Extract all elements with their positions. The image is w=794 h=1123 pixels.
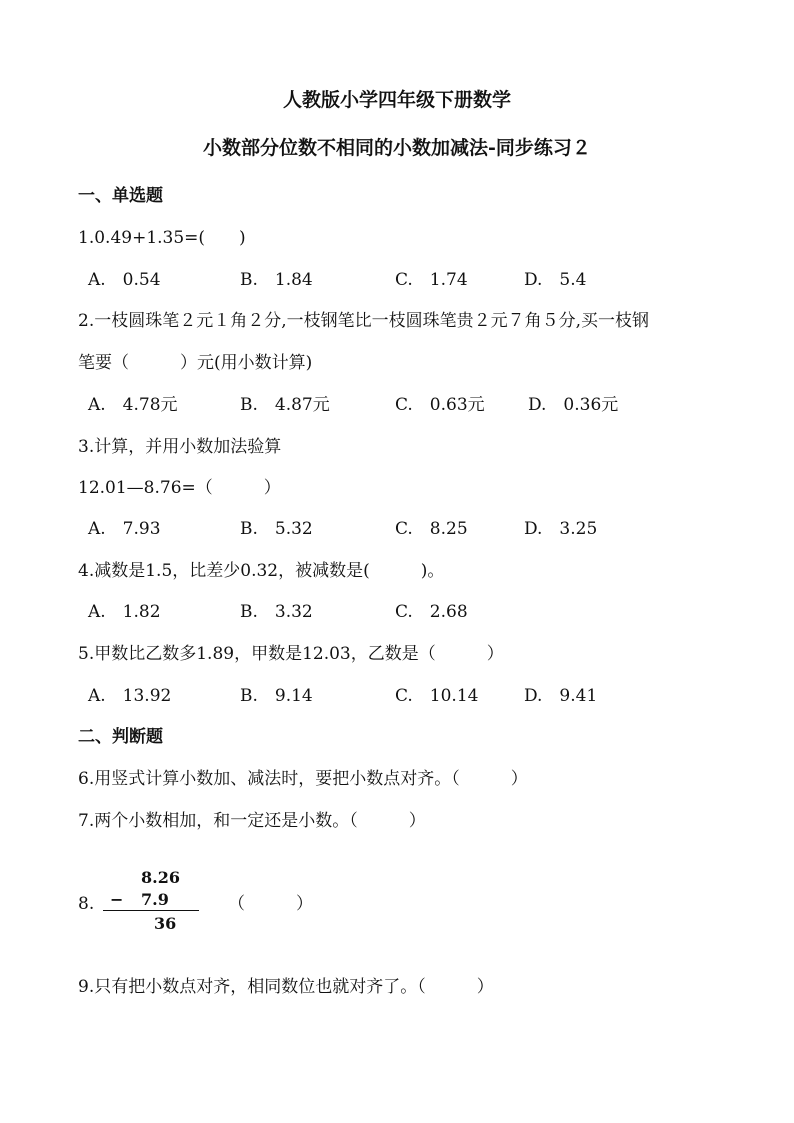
question-3-stem-line-2: 12.01—8.76=（ ）	[78, 478, 281, 498]
question-3-option-b: B. 5.32	[240, 519, 313, 539]
question-4-option-c: C. 2.68	[395, 602, 468, 622]
question-3-option-c: C. 8.25	[395, 519, 468, 539]
section-heading-judge: 二、判断题	[78, 727, 163, 747]
question-8-number: 8.	[78, 894, 95, 914]
question-8-minus-sign: −	[110, 890, 124, 909]
question-8-subtrahend: 7.9	[141, 890, 169, 909]
question-3-stem-line-1: 3.计算，并用小数加法验算	[78, 437, 282, 457]
question-8-answer-blank: （ ）	[228, 894, 313, 914]
question-5-option-b: B. 9.14	[240, 686, 313, 706]
question-1-stem: 1.0.49+1.35=( )	[78, 228, 246, 248]
section-heading-single-choice: 一、单选题	[78, 186, 163, 206]
question-7-stem: 7.两个小数相加，和一定还是小数。（ ）	[78, 811, 426, 831]
question-1-option-c: C. 1.74	[395, 270, 468, 290]
question-4-stem: 4.减数是1.5，比差少0.32，被减数是( )。	[78, 561, 445, 581]
question-1-option-d: D. 5.4	[524, 270, 587, 290]
question-5-option-c: C. 10.14	[395, 686, 479, 706]
question-1-option-b: B. 1.84	[240, 270, 313, 290]
question-5-option-a: A. 13.92	[88, 686, 172, 706]
question-3-option-d: D. 3.25	[524, 519, 598, 539]
question-2-stem-line-1: 2.一枝圆珠笔２元１角２分,一枝钢笔比一枝圆珠笔贵２元７角５分,买一枝钢	[78, 311, 650, 331]
question-9-stem: 9.只有把小数点对齐，相同数位也就对齐了。（ ）	[78, 977, 494, 997]
page-title: 人教版小学四年级下册数学	[282, 89, 511, 111]
question-8-minuend: 8.26	[141, 868, 180, 887]
question-6-stem: 6.用竖式计算小数加、减法时，要把小数点对齐。（ ）	[78, 769, 528, 789]
question-2-stem-line-2: 笔要（ ）元(用小数计算)	[78, 353, 313, 373]
question-5-option-d: D. 9.41	[524, 686, 598, 706]
question-2-option-c: C. 0.63元	[395, 395, 485, 415]
question-4-option-a: A. 1.82	[88, 602, 161, 622]
question-2-option-a: A. 4.78元	[88, 395, 178, 415]
question-3-option-a: A. 7.93	[88, 519, 161, 539]
question-1-option-a: A. 0.54	[88, 270, 161, 290]
question-8-result: 36	[154, 914, 177, 933]
question-5-stem: 5.甲数比乙数多1.89，甲数是12.03，乙数是（ ）	[78, 644, 504, 664]
question-8-result-line	[103, 910, 199, 911]
question-2-option-b: B. 4.87元	[240, 395, 330, 415]
question-2-option-d: D. 0.36元	[528, 395, 619, 415]
question-4-option-b: B. 3.32	[240, 602, 313, 622]
page-subtitle: 小数部分位数不相同的小数加减法-同步练习２	[203, 137, 591, 159]
